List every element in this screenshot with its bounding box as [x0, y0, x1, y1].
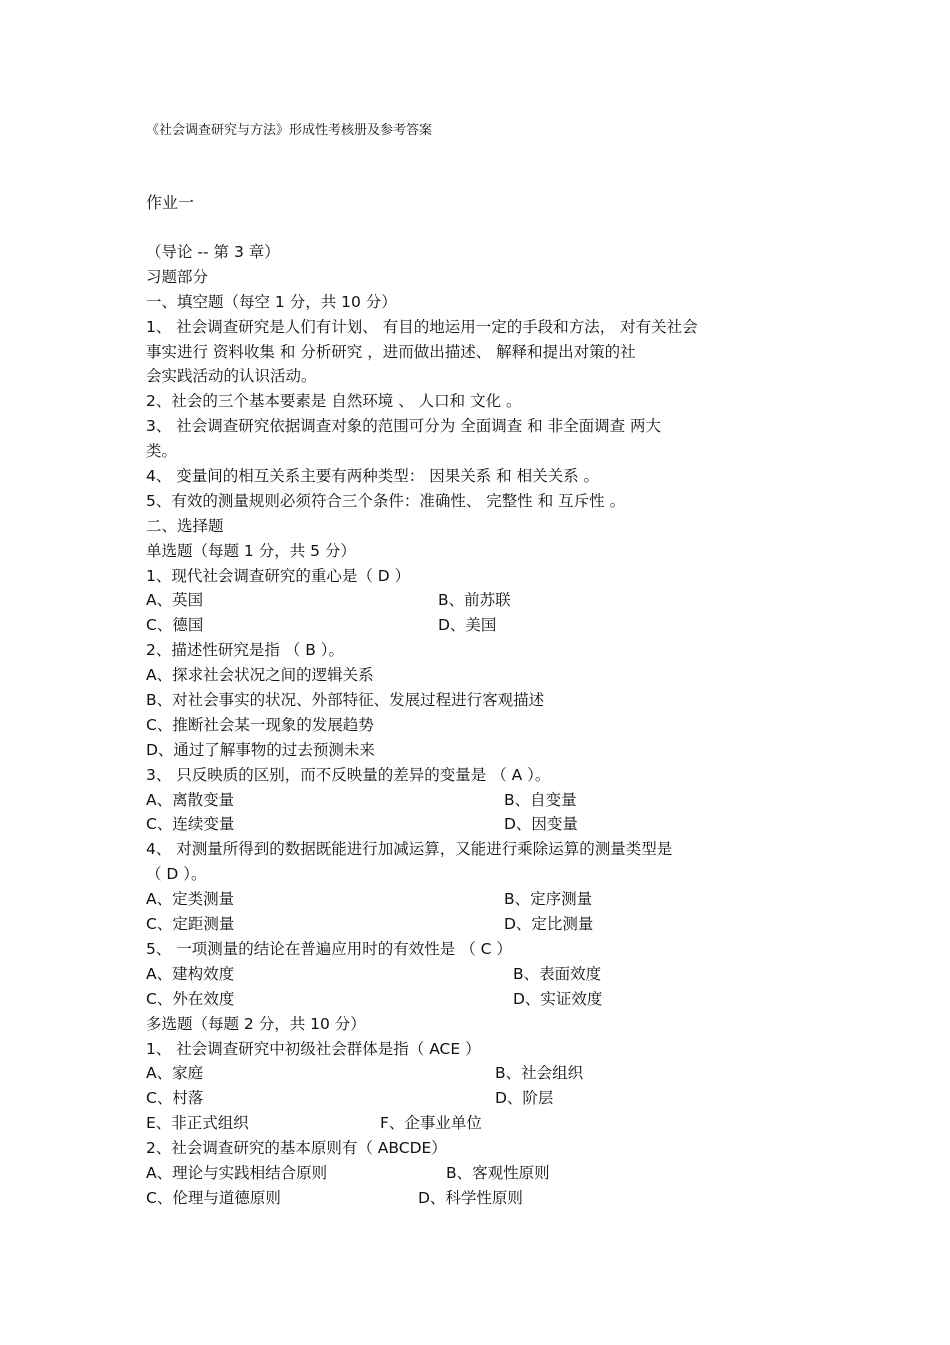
fill-blank-heading: 一、填空题（每空 1 分，共 10 分）	[146, 292, 397, 311]
option-row	[146, 962, 806, 987]
option-c: C、定距测量	[146, 915, 235, 934]
fill-question-1-line-3: 会实践活动的认识活动。	[146, 367, 317, 386]
fill-question-2: 2、社会的三个基本要素是 自然环境 、 人口和 文化 。	[146, 392, 522, 411]
option-c: C、连续变量	[146, 815, 235, 834]
option-row	[146, 887, 806, 912]
option-b: B、前苏联	[438, 591, 511, 610]
option-row	[146, 1161, 806, 1186]
option-a: A、离散变量	[146, 790, 235, 809]
document-body	[146, 240, 806, 1211]
multi-question-2: 2、社会调查研究的基本原则有（ ABCDE）	[146, 1139, 447, 1158]
section-heading: 习题部分	[146, 267, 209, 286]
single-question-3: 3、 只反映质的区别，而不反映量的差异的变量是 （ A ）。	[146, 765, 551, 784]
option-a: A、建构效度	[146, 964, 235, 983]
document-title: 《社会调查研究与方法》形成性考核册及参考答案	[146, 123, 433, 138]
option-d: D、通过了解事物的过去预测未来	[146, 740, 375, 759]
choice-heading: 二、选择题	[146, 516, 224, 535]
single-question-2: 2、描述性研究是指 （ B ）。	[146, 641, 345, 660]
option-d: D、定比测量	[504, 915, 594, 934]
option-row	[146, 788, 806, 813]
option-row	[146, 1186, 806, 1211]
option-a: A、定类测量	[146, 890, 235, 909]
option-row	[146, 812, 806, 837]
option-c: C、村落	[146, 1089, 204, 1108]
option-row	[146, 1086, 806, 1111]
option-row	[146, 1111, 806, 1136]
option-d: D、因变量	[504, 815, 578, 834]
multi-choice-heading: 多选题（每题 2 分，共 10 分）	[146, 1014, 366, 1033]
fill-question-4: 4、 变量间的相互关系主要有两种类型： 因果关系 和 相关关系 。	[146, 467, 599, 486]
option-c: C、外在效度	[146, 989, 235, 1008]
option-c: C、推断社会某一现象的发展趋势	[146, 715, 374, 734]
option-a: A、家庭	[146, 1064, 204, 1083]
single-question-4-line-2: （ D ）。	[146, 865, 207, 884]
fill-question-3-line-2: 类。	[146, 442, 178, 461]
fill-question-1-line-2: 事实进行 资料收集 和 分析研究 ，进而做出描述、 解释和提出对策的社	[146, 342, 636, 361]
option-row	[146, 613, 806, 638]
option-b: B、对社会事实的状况、外部特征、发展过程进行客观描述	[146, 691, 545, 710]
option-row	[146, 912, 806, 937]
option-row	[146, 1061, 806, 1086]
option-row	[146, 987, 806, 1012]
fill-question-1-line-1: 1、 社会调查研究是人们有计划、 有目的地运用一定的手段和方法， 对有关社会	[146, 317, 698, 336]
option-b: B、表面效度	[513, 964, 602, 983]
fill-question-3-line-1: 3、 社会调查研究依据调查对象的范围可分为 全面调查 和 非全面调查 两大	[146, 417, 661, 436]
option-d: D、阶层	[495, 1089, 554, 1108]
chapter-range: （导论 -- 第 3 章）	[146, 243, 280, 261]
option-c: C、伦理与道德原则	[146, 1188, 281, 1207]
single-choice-heading: 单选题（每题 1 分，共 5 分）	[146, 541, 356, 560]
option-b: B、社会组织	[495, 1064, 584, 1083]
multi-question-1: 1、 社会调查研究中初级社会群体是指（ ACE ）	[146, 1039, 481, 1058]
option-a: A、英国	[146, 591, 204, 610]
option-d: D、美国	[438, 616, 497, 635]
option-b: B、客观性原则	[446, 1163, 550, 1182]
option-d: D、科学性原则	[418, 1188, 523, 1207]
option-f: F、企事业单位	[380, 1114, 482, 1133]
option-b: B、定序测量	[504, 890, 593, 909]
option-d: D、实证效度	[513, 989, 603, 1008]
option-e: E、非正式组织	[146, 1114, 249, 1133]
option-b: B、自变量	[504, 790, 577, 809]
option-c: C、德国	[146, 616, 204, 635]
single-question-1: 1、现代社会调查研究的重心是（ D ）	[146, 566, 411, 585]
option-a: A、理论与实践相结合原则	[146, 1163, 328, 1182]
single-question-5: 5、 一项测量的结论在普遍应用时的有效性是 （ C ）	[146, 939, 512, 958]
option-a: A、探求社会状况之间的逻辑关系	[146, 666, 374, 685]
homework-title: 作业一	[146, 193, 195, 212]
option-row	[146, 588, 806, 613]
fill-question-5: 5、有效的测量规则必须符合三个条件：准确性、 完整性 和 互斥性 。	[146, 491, 626, 510]
single-question-4-line-1: 4、 对测量所得到的数据既能进行加减运算，又能进行乘除运算的测量类型是	[146, 840, 673, 859]
